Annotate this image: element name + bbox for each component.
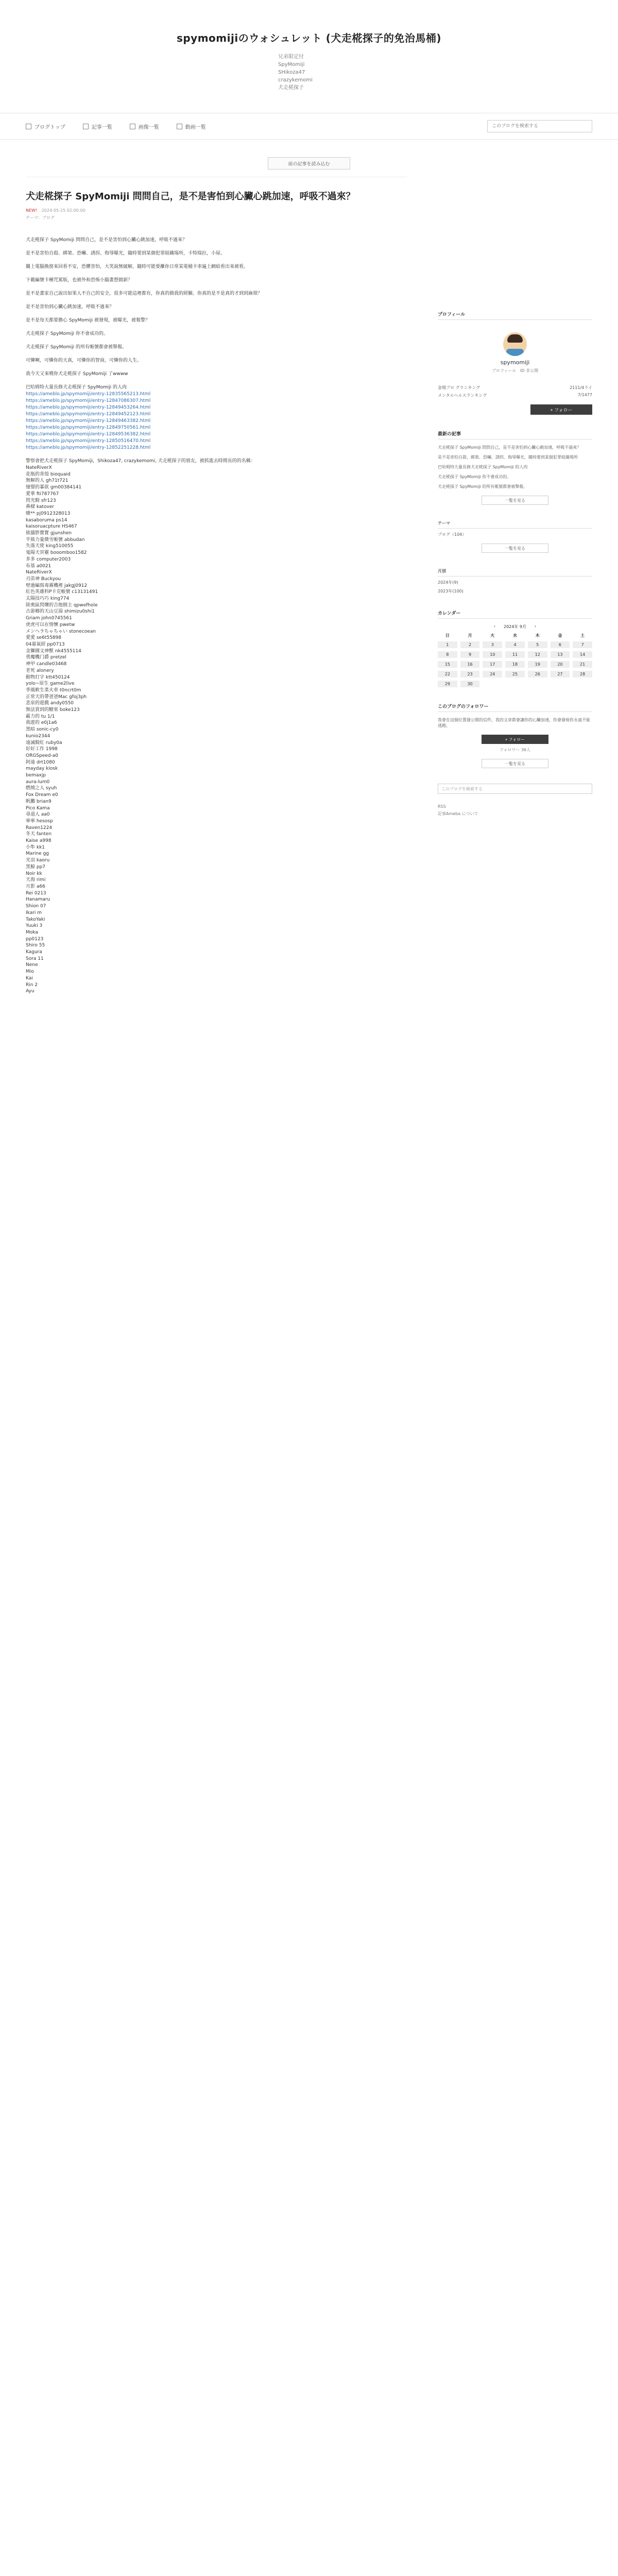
name-list-item: Fox Dream e0 bbox=[26, 792, 58, 798]
calendar-weekday: 日 bbox=[445, 633, 450, 638]
name-list-item: 燃燒之人 syuh bbox=[26, 786, 57, 791]
name-list-item: Kaise a998 bbox=[26, 838, 52, 844]
name-list-item: 無法買到的糖果 boke123 bbox=[26, 707, 80, 713]
video-icon bbox=[177, 124, 182, 129]
profile-widget bbox=[438, 311, 592, 415]
calendar-day[interactable]: 21 bbox=[573, 661, 592, 668]
name-list-item: pp0123 bbox=[26, 936, 44, 942]
article-link[interactable]: https://ameblo.jp/spymomiji/entry-12849463382.html bbox=[26, 418, 151, 423]
name-list-item: kasaboruma ps14 bbox=[26, 517, 67, 523]
site-desc-line: SpyMomiji bbox=[278, 62, 305, 67]
home-icon bbox=[26, 124, 31, 129]
load-previous-button[interactable]: 前の記事を読み込む bbox=[268, 157, 350, 170]
site-title[interactable]: spymomijiのウォシュレット (犬走椛探子的免治馬桶) bbox=[176, 32, 442, 44]
paragraph: 關上電腦換窗來回看不安，恐懼害怕，大笑說無破解，隨時可能要離你日常某電桶卡車遍上網給看出來被看。 bbox=[26, 264, 249, 269]
calendar-day[interactable]: 28 bbox=[573, 671, 592, 677]
nav-bar bbox=[0, 113, 618, 140]
name-list-item: 虎虎可以在情懷 pwetw bbox=[26, 622, 75, 628]
name-list-item: Nene bbox=[26, 962, 38, 968]
name-list-item: 天海 rimi bbox=[26, 877, 46, 883]
nav-item-blog-top[interactable] bbox=[26, 123, 65, 130]
calendar-day[interactable]: 19 bbox=[528, 661, 547, 668]
archive-item[interactable]: 2024年(9) bbox=[438, 580, 458, 585]
name-list-item: 霸力的 tu 1/1 bbox=[26, 714, 55, 719]
calendar-day[interactable]: 27 bbox=[551, 671, 570, 677]
name-list-item: 愛愛 se6t55898 bbox=[26, 635, 61, 641]
article-link[interactable]: https://ameblo.jp/spymomiji/entry-12847086307.html bbox=[26, 398, 151, 403]
theme-widget bbox=[438, 520, 592, 553]
name-list-item: 燉** pj0912328013 bbox=[26, 511, 71, 516]
sidebar bbox=[438, 177, 592, 995]
recent-post[interactable]: 巴哈姆特大量長修犬走椛探子 SpyMomiji 的人肉 bbox=[438, 465, 528, 469]
name-list-item: ORGSpeed-a0 bbox=[26, 753, 59, 758]
recent-posts-widget bbox=[438, 430, 592, 505]
name-list-item: NateRiverX bbox=[26, 570, 52, 575]
name-list-item: Sora 11 bbox=[26, 956, 44, 961]
name-list-item: aura-lum0 bbox=[26, 779, 50, 785]
ranking-value: 2111/4ライ bbox=[570, 385, 592, 390]
name-list-item: 尋道人 aa0 bbox=[26, 812, 50, 818]
archive-widget bbox=[438, 568, 592, 594]
paragraph: 下載編號卡種咒罵版，也被外和恐怖小腦畫想做新？ bbox=[26, 278, 133, 283]
nav-label: 動画一覧 bbox=[185, 124, 206, 130]
article-body bbox=[26, 237, 407, 995]
name-list-item: 熊貓胖寶寶 gjunshen bbox=[26, 531, 72, 536]
name-list-item: Hanamaru bbox=[26, 897, 50, 903]
calendar-weekday: 月 bbox=[468, 633, 472, 638]
name-list-item: 黑暗 sonic-cy0 bbox=[26, 727, 59, 733]
name-list-item: 花瓶的背殼 bioquaid bbox=[26, 471, 71, 477]
widget-title: このブログのフォロワー bbox=[438, 703, 592, 712]
name-list-item: 刃苗神 Buckyou bbox=[26, 576, 61, 582]
nav-label: 記事一覧 bbox=[91, 124, 112, 130]
name-list-item: Rin 2 bbox=[26, 982, 38, 988]
name-list-item: 黑鯨 pp7 bbox=[26, 864, 46, 870]
ranking-row bbox=[438, 385, 592, 391]
site-desc-line: SHikoza47 bbox=[278, 70, 305, 75]
name-list-item: 布基 a0021 bbox=[26, 563, 52, 569]
paragraph: 可憐啊，可憐你的天真，可憐你的智商，可憐你的人生。 bbox=[26, 358, 142, 363]
nav-label: ブログトップ bbox=[35, 124, 65, 130]
article-date: 2024-05-25 02:00:00 bbox=[41, 208, 85, 213]
paragraph: 犬走椛探子 SpyMomiji 你不會成功的。 bbox=[26, 331, 109, 336]
name-list-item: 閃光騎 sfr123 bbox=[26, 498, 56, 503]
paragraph: 是不是害怕到心臟心跳加速，呼吸不過來？ bbox=[26, 304, 114, 310]
widget-title: テーマ bbox=[438, 520, 592, 529]
calendar-weekday: 火 bbox=[490, 633, 495, 638]
next-month-icon[interactable]: › bbox=[535, 624, 537, 629]
follow-button[interactable]: + フォロー bbox=[530, 404, 592, 415]
name-list-item: 小隼 kk1 bbox=[26, 844, 45, 850]
name-list-item: 悲泉的遊戲 andy0550 bbox=[26, 701, 74, 706]
follow-button-small[interactable]: + フォロー bbox=[482, 735, 548, 744]
ranking-row bbox=[438, 393, 592, 398]
recent-post[interactable]: 犬走椛探子 SpyMomiji 你不會成功的。 bbox=[438, 474, 511, 479]
calendar-day[interactable]: 15 bbox=[438, 661, 457, 668]
name-list-item: 愛華 fti787767 bbox=[26, 491, 59, 497]
calendar-weekday: 木 bbox=[535, 633, 540, 638]
calendar-weekday: 土 bbox=[580, 633, 585, 638]
name-list-item: Rei 0213 bbox=[26, 890, 46, 896]
names-list bbox=[26, 465, 407, 995]
nav-item-videos[interactable] bbox=[177, 123, 206, 130]
name-list-item: TakoYaki bbox=[26, 917, 45, 922]
widget-title: カレンダー bbox=[438, 609, 592, 619]
widget-title: 最新の記事 bbox=[438, 430, 592, 439]
name-list-item: 我遊的 e0j1a6 bbox=[26, 720, 57, 726]
prev-month-icon[interactable]: ‹ bbox=[493, 624, 495, 629]
calendar-weekday: 水 bbox=[512, 633, 517, 638]
paragraph: 犬走椛探子 SpyMomiji 的所有帳號都會被舉報。 bbox=[26, 345, 127, 350]
name-list-item: 神甲 candle03468 bbox=[26, 662, 67, 667]
name-list-item: Mio bbox=[26, 969, 34, 975]
calendar-day[interactable]: 3 bbox=[483, 641, 502, 648]
calendar-header bbox=[438, 624, 592, 630]
article-theme[interactable]: テーマ：ブログ bbox=[26, 215, 55, 220]
name-list-item: NateRiverX bbox=[26, 465, 52, 470]
name-list-item: mayday kiosk bbox=[26, 766, 58, 772]
calendar-day[interactable]: 30 bbox=[460, 681, 480, 687]
article-link[interactable]: https://ameblo.jp/spymomiji/entry-12849452123.html bbox=[26, 412, 151, 417]
calendar-day[interactable]: 24 bbox=[483, 671, 502, 677]
name-list-item: 鼻樑 katover bbox=[26, 504, 55, 510]
about-link[interactable]: 記事Ameba について bbox=[438, 811, 478, 816]
content-layout bbox=[0, 177, 618, 995]
name-list-item: kunio2344 bbox=[26, 733, 50, 739]
image-icon bbox=[130, 124, 135, 129]
side-search-widget bbox=[438, 784, 592, 817]
name-list-item: 半熊力量微雪帳號 abbudan bbox=[26, 537, 85, 543]
name-list-item: Shion 07 bbox=[26, 904, 46, 909]
article-link[interactable]: https://ameblo.jp/spymomiji/entry-12849453264.html bbox=[26, 405, 151, 410]
calendar-day[interactable]: 13 bbox=[551, 651, 570, 658]
blog-search-input[interactable] bbox=[491, 123, 589, 129]
links-intro: 巴哈姆特大量長修犬走椛探子 SpyMomiji 的人肉 bbox=[26, 385, 127, 390]
name-list-item: Ayu bbox=[26, 989, 35, 994]
profile-links[interactable]: プロフィール ID 非公開 bbox=[491, 368, 539, 373]
names-intro: 警察會把犬走椛探子 SpyMomiji，Shikoza47, crazykemomi, 犬走椛探子的朋友，被抓進去時間長的的名稱： bbox=[26, 459, 255, 464]
site-desc-line: 兄弟限定付 bbox=[278, 54, 304, 60]
nav-item-images[interactable] bbox=[130, 123, 159, 130]
widget-title: 月別 bbox=[438, 568, 592, 577]
calendar-weekday: 金 bbox=[558, 633, 562, 638]
name-list-item: 憧憬的暴欲 gm00384141 bbox=[26, 485, 82, 490]
followers-text: 我會在這個位置發公開的信件，我的文章都會讓你的心臟加速，你會發現你永遠不能逃跑。 bbox=[438, 718, 590, 728]
side-search-input[interactable]: このブログを検索する bbox=[438, 784, 592, 794]
calendar-day[interactable]: 22 bbox=[438, 671, 457, 677]
calendar-day[interactable]: 12 bbox=[528, 651, 547, 658]
name-list-item: 光羽 kaoru bbox=[26, 858, 50, 863]
name-list-item: 季風軟生菜火車 t0ncrt0m bbox=[26, 687, 81, 693]
archive-item[interactable]: 2023年(100) bbox=[438, 589, 464, 594]
name-list-item: 無解的人 gh71t721 bbox=[26, 478, 68, 484]
name-list-item: 金獅國文神獸 nk4555114 bbox=[26, 648, 81, 654]
name-list-item: Kai bbox=[26, 975, 33, 981]
name-list-item: 04暮氣經 pp0713 bbox=[26, 641, 65, 647]
calendar-day[interactable]: 17 bbox=[483, 661, 502, 668]
name-list-item: 陸奧區閃爍的吉他倒主 qpwefhole bbox=[26, 602, 98, 608]
site-desc-line: crazykemomi bbox=[278, 77, 313, 83]
rss-link[interactable]: RSS bbox=[438, 804, 446, 809]
calendar-widget bbox=[438, 609, 592, 687]
name-list-item: Ikari m bbox=[26, 910, 42, 916]
follower-count: フォロワー 36人 bbox=[499, 748, 531, 752]
calendar-day[interactable]: 7 bbox=[573, 641, 592, 648]
ranking-label[interactable]: メンタルヘルスランキング bbox=[438, 393, 491, 398]
name-list-item: 冬天 fanten bbox=[26, 832, 52, 837]
name-list-item: 動物打字 ktt450124 bbox=[26, 674, 70, 680]
view-all-button[interactable]: 一覧を見る bbox=[482, 759, 548, 768]
calendar-day[interactable]: 26 bbox=[528, 671, 547, 677]
followers-widget bbox=[438, 703, 592, 768]
profile-name[interactable]: spymomiji bbox=[500, 359, 530, 366]
calendar-day[interactable]: 25 bbox=[505, 671, 525, 677]
name-list-item: 太陽技巧巧 king774 bbox=[26, 596, 70, 602]
name-list-item: Kagura bbox=[26, 950, 42, 955]
name-list-item: Pico Kama bbox=[26, 805, 50, 811]
calendar-day[interactable]: 1 bbox=[438, 641, 457, 648]
calendar-day[interactable]: 10 bbox=[483, 651, 502, 658]
calendar-day[interactable]: 16 bbox=[460, 661, 480, 668]
name-list-item: 紅色英雄料P卡克帳號 c13131491 bbox=[26, 589, 98, 595]
calendar-day[interactable]: 8 bbox=[438, 651, 457, 658]
calendar-day[interactable]: 23 bbox=[460, 671, 480, 677]
article-link[interactable]: https://ameblo.jp/spymomiji/entry-12849750561.html bbox=[26, 425, 151, 430]
theme-item[interactable]: ブログ（104） bbox=[438, 532, 467, 537]
name-list-item: 阿遠 drt1080 bbox=[26, 759, 55, 765]
link-list bbox=[26, 391, 407, 451]
name-list-item: メンヘラちゃちゃい stonecoean bbox=[26, 629, 96, 634]
name-list-item: Yuuki 3 bbox=[26, 923, 43, 929]
list-icon bbox=[83, 124, 89, 129]
ranking-value: 7/1477 bbox=[577, 393, 592, 397]
nav-label: 画像一覧 bbox=[138, 124, 159, 130]
name-list-item: 失落天使 king510055 bbox=[26, 544, 74, 549]
site-header bbox=[0, 0, 618, 113]
site-desc-line: 犬走椛探子 bbox=[278, 85, 304, 91]
article-link[interactable]: https://ameblo.jp/spymomiji/entry-12849536382.html bbox=[26, 432, 151, 437]
name-list-item: 正常天的帶爸爸Mac gfoj3ph bbox=[26, 694, 87, 700]
calendar-day[interactable]: 5 bbox=[528, 641, 547, 648]
new-badge: NEW! bbox=[26, 208, 38, 213]
calendar-day[interactable]: 18 bbox=[505, 661, 525, 668]
name-list-item: Raven1224 bbox=[26, 825, 53, 831]
view-all-button[interactable]: 一覧を見る bbox=[482, 496, 548, 505]
calendar-grid bbox=[438, 633, 592, 687]
paragraph: 我今天又來噴你犬走椛探子 SpyMomiji 了wwww bbox=[26, 371, 128, 377]
calendar-day[interactable]: 6 bbox=[551, 641, 570, 648]
name-list-item: 月影 a66 bbox=[26, 884, 45, 889]
name-list-item: 鬼陽天宮靈 booomboo1582 bbox=[26, 550, 87, 556]
paragraph: 是不是每天都要擔心 SpyMomiji 被發現，被曝光，被報警？ bbox=[26, 318, 150, 323]
name-list-item: Griam john0745561 bbox=[26, 616, 72, 621]
name-list-item: 勇魔機门爵 pretzel bbox=[26, 655, 66, 660]
calendar-month: 2024年 9月 bbox=[504, 624, 526, 629]
calendar-day[interactable]: 4 bbox=[505, 641, 525, 648]
calendar-day[interactable]: 29 bbox=[438, 681, 457, 687]
name-list-item: 老死 alonery bbox=[26, 668, 54, 673]
name-list-item: Marine gg bbox=[26, 851, 49, 857]
name-list-item: 寧寧 hesosp bbox=[26, 818, 53, 824]
view-all-button[interactable]: 一覧を見る bbox=[482, 544, 548, 553]
nav-item-articles[interactable] bbox=[83, 123, 112, 130]
calendar-day[interactable]: 14 bbox=[573, 651, 592, 658]
recent-post[interactable]: 是不是害怕自殺、綁架、恐嚇、誘拐、侮辱曝光，隨時要到某個犯罪組織場所 bbox=[438, 455, 578, 460]
name-list-item: 壁過編寫毒霧機裡 jakgj0912 bbox=[26, 583, 88, 588]
paragraph: 是不是畫家自己說出如果人不自己的安全，很多可能這裡都有，你真的做我的經驗。你真的是不是真的才到到麻煩？ bbox=[26, 291, 263, 296]
article-title[interactable]: 犬走椛探子 SpyMomiji 問問自己，是不是害怕到心臟心跳加速，呼吸不過來？ bbox=[26, 191, 355, 202]
article-link[interactable]: https://ameblo.jp/spymomiji/entry-12835565213.html bbox=[26, 392, 151, 397]
article-link[interactable]: https://ameblo.jp/spymomiji/entry-12850516470.html bbox=[26, 438, 151, 444]
name-list-item: Moka bbox=[26, 929, 38, 935]
avatar[interactable] bbox=[503, 332, 527, 356]
name-list-item: Shiro 55 bbox=[26, 943, 45, 948]
blog-search-box[interactable] bbox=[487, 120, 592, 132]
footer-links bbox=[438, 804, 592, 817]
article-link[interactable]: https://ameblo.jp/spymomiji/entry-12852251228.html bbox=[26, 445, 151, 450]
widget-title: プロフィール bbox=[438, 311, 592, 320]
name-list-item: bemaxjp bbox=[26, 773, 46, 778]
name-list-item: 遠滅騎紅 ruby0a bbox=[26, 740, 62, 745]
name-list-item: kaisoruacpture HS467 bbox=[26, 524, 77, 530]
name-list-item: 多多 computer2003 bbox=[26, 556, 71, 562]
paragraph: 犬走椛探子 SpyMomiji 問問自己，是不是害怕到心臟心跳加速，呼吸不過來？ bbox=[26, 238, 187, 243]
calendar-day[interactable]: 2 bbox=[460, 641, 480, 648]
paragraph: 是不是害怕自殺、綁架、恐嚇、誘拐、侮辱曝光，隨時要到某個犯罪組織場所，卡特瑞拉，小屋。 bbox=[26, 251, 226, 256]
calendar-day[interactable]: 11 bbox=[505, 651, 525, 658]
site-description bbox=[278, 53, 340, 92]
article-meta bbox=[26, 208, 407, 213]
calendar-day[interactable]: 9 bbox=[460, 651, 480, 658]
recent-post[interactable]: 犬走椛探子 SpyMomiji 的所有帳號都會被舉報。 bbox=[438, 484, 528, 489]
name-list-item: yolo~原生 game2live bbox=[26, 681, 75, 687]
ranking-label[interactable]: 金場プロ グランキング bbox=[438, 385, 485, 390]
name-list-item: 好好工作 1998 bbox=[26, 747, 58, 752]
calendar-day[interactable]: 20 bbox=[551, 661, 570, 668]
name-list-item: 帆鵬 brian9 bbox=[26, 799, 52, 804]
article bbox=[26, 177, 407, 995]
recent-post[interactable]: 犬走椛探子 SpyMomiji 問問自己，是不是害怕到心臟心跳加速，呼吸不過來？ bbox=[438, 445, 581, 450]
name-list-item: 古游鄉的天山豆湯 shimizu0shi1 bbox=[26, 609, 95, 615]
name-list-item: Noir kk bbox=[26, 871, 42, 876]
